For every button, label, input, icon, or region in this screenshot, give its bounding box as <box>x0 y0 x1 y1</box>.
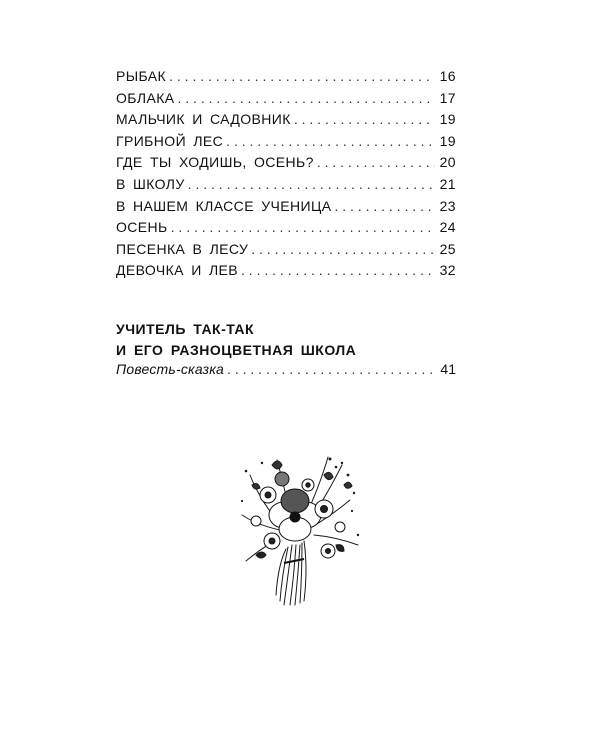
table-of-contents <box>116 68 456 284</box>
toc-entry-page: 25 <box>439 240 456 257</box>
toc-leader-dots <box>251 241 435 257</box>
toc-leader-dots <box>317 154 435 170</box>
toc-section <box>116 319 456 382</box>
section-title-line-2: И ЕГО РАЗНОЦВЕТНАЯ ШКОЛА <box>116 342 357 358</box>
flower-bouquet-icon <box>232 445 368 607</box>
toc-entry-title: В НАШЕМ КЛАССЕ УЧЕНИЦА <box>116 197 332 214</box>
toc-entry[interactable] <box>116 154 456 176</box>
toc-entry-title: ОСЕНЬ <box>116 219 168 236</box>
toc-entry-page: 41 <box>440 361 456 377</box>
toc-entry-page: 19 <box>439 132 456 149</box>
toc-entry[interactable] <box>116 90 456 112</box>
toc-entry-title: Повесть-сказка <box>116 361 225 377</box>
toc-entry-page: 19 <box>439 111 456 128</box>
section-title-line-1: УЧИТЕЛЬ ТАК-ТАК <box>116 321 255 337</box>
toc-leader-dots <box>334 198 435 214</box>
toc-entry-title: ОБЛАКА <box>116 89 175 106</box>
toc-leader-dots <box>226 133 435 149</box>
toc-entry-title: ПЕСЕНКА В ЛЕСУ <box>116 240 249 257</box>
toc-leader-dots <box>169 68 435 84</box>
toc-entry[interactable] <box>116 133 456 155</box>
toc-entry-page: 32 <box>439 262 456 279</box>
toc-entry-page: 16 <box>439 68 456 84</box>
toc-entry[interactable] <box>116 176 456 198</box>
toc-entry-page: 23 <box>439 197 456 214</box>
toc-entry-page: 21 <box>439 175 456 192</box>
toc-entry-title: РЫБАК <box>116 68 167 84</box>
toc-entry[interactable] <box>116 241 456 263</box>
toc-entry[interactable] <box>116 219 456 241</box>
toc-entry-title: ГДЕ ТЫ ХОДИШЬ, ОСЕНЬ? <box>116 154 314 171</box>
toc-entry[interactable] <box>116 198 456 220</box>
toc-entry[interactable] <box>116 262 456 284</box>
toc-entry-page: 17 <box>439 89 456 106</box>
toc-entry[interactable] <box>116 68 456 90</box>
toc-leader-dots <box>227 361 435 377</box>
toc-leader-dots <box>294 111 435 127</box>
toc-leader-dots <box>188 176 435 192</box>
toc-entry-page: 20 <box>439 154 456 171</box>
toc-entry-title: ГРИБНОЙ ЛЕС <box>116 132 224 149</box>
toc-entry-title: МАЛЬЧИК И САДОВНИК <box>116 111 291 128</box>
toc-entry[interactable] <box>116 111 456 133</box>
toc-leader-dots <box>241 262 435 278</box>
toc-leader-dots <box>171 219 435 235</box>
toc-entry-page: 24 <box>439 219 456 236</box>
toc-entry[interactable] <box>116 361 456 382</box>
toc-entry-title: ДЕВОЧКА И ЛЕВ <box>116 262 239 279</box>
toc-entry-title: В ШКОЛУ <box>116 175 185 192</box>
toc-leader-dots <box>178 90 436 106</box>
